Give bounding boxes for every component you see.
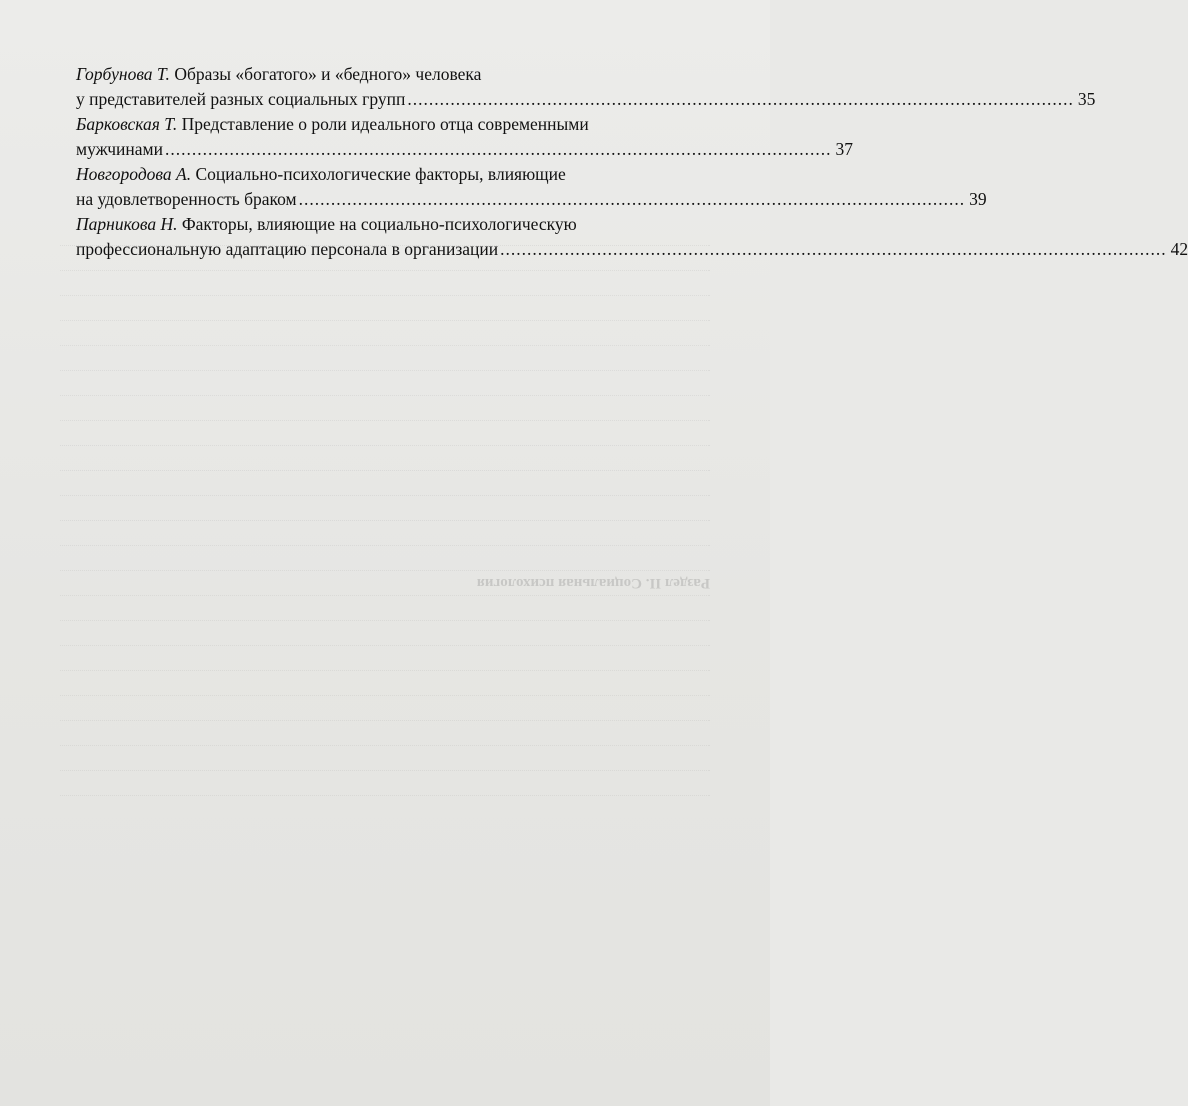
table-of-contents — [76, 62, 1188, 262]
toc-entry[interactable] — [76, 62, 1096, 112]
dot-leader: ............................................................................................................................ — [500, 239, 1167, 259]
toc-entry[interactable] — [76, 162, 987, 212]
toc-entry-author: Парникова Н. — [76, 214, 178, 234]
toc-entry-title-line: Представление о роли идеального отца современными — [181, 114, 589, 134]
toc-entry-title-line: Социально-психологические факторы, влияющие — [195, 164, 566, 184]
toc-page-number: 42 — [1170, 239, 1188, 259]
toc-entry-title-line: у представителей разных социальных групп — [76, 89, 406, 109]
dot-leader: ............................................................................................................................ — [165, 139, 832, 159]
dot-leader: ............................................................................................................................ — [298, 189, 966, 209]
toc-entry-author: Барковская Т. — [76, 114, 178, 134]
toc-entry-title-line: профессиональную адаптацию персонала в организации — [76, 239, 499, 259]
toc-page-number: 37 — [835, 139, 853, 159]
toc-entry-title-line: Образы «богатого» и «бедного» человека — [174, 64, 482, 84]
toc-page-number: 39 — [969, 189, 987, 209]
toc-entry-author: Новгородова А. — [76, 164, 192, 184]
bleed-through-text — [60, 260, 710, 820]
toc-entry-author: Горбунова Т. — [76, 64, 170, 84]
toc-entry-title-line: на удовлетворенность браком — [76, 189, 297, 209]
toc-entry-title-line: Факторы, влияющие на социально-психологическую — [181, 214, 577, 234]
bleed-through-heading: Раздел II. Социальная психология — [60, 570, 710, 595]
dot-leader: ............................................................................................................................ — [407, 89, 1074, 109]
toc-entry-title-line: мужчинами — [76, 139, 163, 159]
toc-entry[interactable] — [76, 212, 1188, 262]
toc-entry[interactable] — [76, 112, 853, 162]
toc-page-number: 35 — [1077, 89, 1096, 109]
